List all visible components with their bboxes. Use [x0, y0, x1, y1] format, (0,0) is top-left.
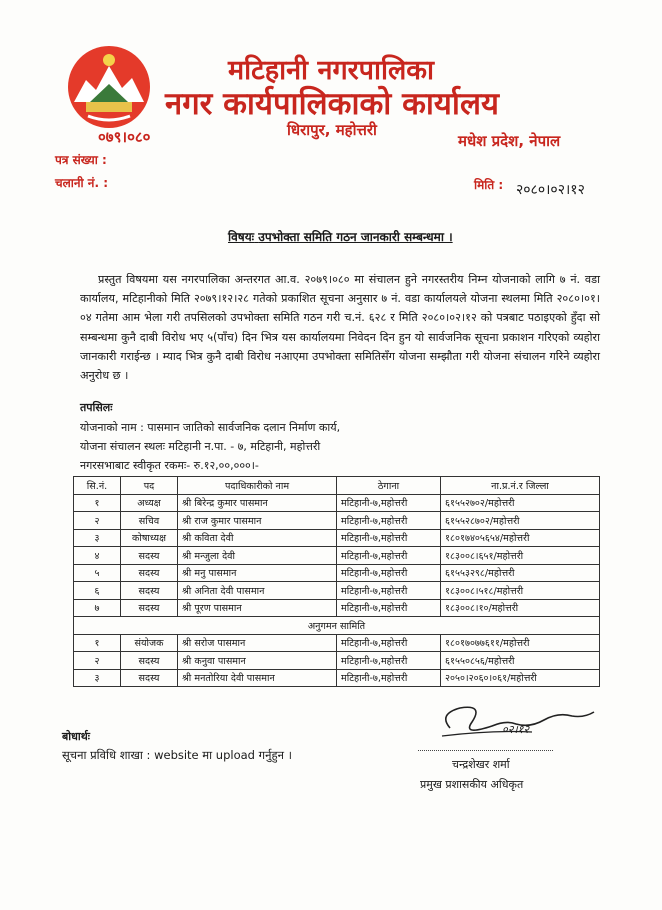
table-header-row: [74, 477, 600, 495]
cell-citizenship: १८३००८।५१८/महोत्तरी: [441, 582, 600, 600]
cell-serial: ६: [74, 582, 121, 600]
info-heading: बोधार्थः: [62, 730, 90, 743]
cell-citizenship: १८०१७४०५६५४/महोत्तरी: [441, 529, 600, 547]
table-row: [74, 634, 600, 652]
dispatch-number-label: चलानी नं. :: [55, 176, 109, 190]
cell-citizenship: १८३००८।६५१/महोत्तरी: [441, 547, 600, 565]
monitoring-committee-title: अनुगमन सामिति: [74, 617, 600, 635]
cell-name: श्री मनतोरिया देवी पासमान: [178, 669, 337, 687]
col-name: पदाधिकारीको नाम: [178, 477, 337, 495]
signature-line: [418, 750, 553, 751]
monitoring-title-row: [74, 617, 600, 635]
cell-address: मटिहानी-७,महोत्तरी: [337, 652, 441, 670]
cell-name: श्री मन्जुला देवी: [178, 547, 337, 565]
letter-number-label: पत्र संख्या :: [55, 153, 107, 167]
subject-text: उपभोक्ता समिति गठन जानकारी सम्बन्धमा ।: [258, 230, 453, 244]
subject-line: [228, 228, 453, 245]
cell-post: सदस्य: [121, 547, 178, 565]
cell-address: मटिहानी-७,महोत्तरी: [337, 529, 441, 547]
details-heading: तपसिलः: [80, 401, 113, 414]
cell-name: श्री अनिता देवी पासमान: [178, 582, 337, 600]
table-row: [74, 564, 600, 582]
col-post: पद: [121, 477, 178, 495]
cell-address: मटिहानी-७,महोत्तरी: [337, 582, 441, 600]
cell-address: मटिहानी-७,महोत्तरी: [337, 494, 441, 512]
cell-name: श्री मनु पासमान: [178, 564, 337, 582]
cell-address: मटिहानी-७,महोत्तरी: [337, 512, 441, 530]
office-location: धिरापुर, महोत्तरी: [287, 121, 377, 139]
cell-citizenship: २०५०।२०६०।०६१/महोत्तरी: [441, 669, 600, 687]
org-name: मटिहानी नगरपालिका: [228, 55, 435, 86]
date-value: २०८०।०२।१२: [516, 182, 585, 198]
cell-address: मटिहानी-७,महोत्तरी: [337, 564, 441, 582]
col-address: ठेगाना: [337, 477, 441, 495]
cell-citizenship: १८३००८।१०/महोत्तरी: [441, 599, 600, 617]
table-row: [74, 599, 600, 617]
signatory-name: चन्द्रशेखर शर्मा: [452, 758, 510, 771]
cell-name: श्री बिरेन्द्र कुमार पासमान: [178, 494, 337, 512]
cell-name: श्री सरोज पासमान: [178, 634, 337, 652]
table-row: [74, 494, 600, 512]
cell-serial: ७: [74, 599, 121, 617]
cell-serial: २: [74, 652, 121, 670]
cell-citizenship: १८०१७०७७६११/महोत्तरी: [441, 634, 600, 652]
table-row: [74, 512, 600, 530]
date-label: मिति :: [474, 178, 504, 192]
cell-address: मटिहानी-७,महोत्तरी: [337, 599, 441, 617]
cell-address: मटिहानी-७,महोत्तरी: [337, 634, 441, 652]
col-citizenship: ना.प्र.नं.र जिल्ला: [441, 477, 600, 495]
committee-table: [73, 476, 600, 687]
nepal-emblem-icon: [66, 44, 152, 130]
table-row: [74, 582, 600, 600]
cell-serial: ४: [74, 547, 121, 565]
cell-post: सदस्य: [121, 669, 178, 687]
signatory-title: प्रमुख प्रशासकीय अधिकृत: [420, 778, 524, 791]
cell-post: संयोजक: [121, 634, 178, 652]
cell-serial: १: [74, 494, 121, 512]
cell-name: श्री कविता देवी: [178, 529, 337, 547]
office-name: नगर कार्यपालिकाको कार्यालय: [165, 86, 499, 122]
cell-serial: ५: [74, 564, 121, 582]
cell-post: अध्यक्ष: [121, 494, 178, 512]
cell-serial: ३: [74, 529, 121, 547]
cell-citizenship: ६१५५२८७०२/महोत्तरी: [441, 512, 600, 530]
cell-serial: २: [74, 512, 121, 530]
info-text: सूचना प्रविधि शाखा : website मा upload गर्नुहुन ।: [62, 748, 292, 762]
table-row: [74, 669, 600, 687]
col-serial: सि.नं.: [74, 477, 121, 495]
cell-post: कोषाध्यक्ष: [121, 529, 178, 547]
table-row: [74, 652, 600, 670]
cell-name: श्री कनुवा पासमान: [178, 652, 337, 670]
cell-address: मटिहानी-७,महोत्तरी: [337, 547, 441, 565]
body-paragraph: प्रस्तुत विषयमा यस नगरपालिका अन्तरगत आ.व. २०७९।०८० मा संचालन हुने नगरस्तरीय निम्न योजनाको लागि ७ नं. वडा कार्यालय, मटिहानीको मिति २०७९।१२।२८ गतेको प्रकाशित सूचना अनुसार ७ नं. वडा कार्यालयले योजना स्थलमा मिति २०८०।०१।०४ गतेमा आम भेला गरी तपसिलको उपभोक्ता समिति गठन गरी च.नं. ६२८ र मिति २०८०।०२।१२ को पत्रबाट पठाइएको हुँदा सो सम्बन्धमा कुनै दाबी विरोध भए ५(पाँच) दिन भित्र यस कार्यालयमा निवेदन दिन हुन यो सार्वजनिक सूचना प्रकाशन गरिएको व्यहोरा जानकारी गराईन्छ । म्याद भित्र कुनै दाबी विरोध नआएमा उपभोक्ता समितिसँग योजना सम्झौता गरी योजना संचालन गरिने व्यहोरा अनुरोध छ ।: [80, 273, 600, 383]
cell-post: सदस्य: [121, 652, 178, 670]
office-province: मधेश प्रदेश, नेपाल: [458, 132, 561, 150]
cell-post: सदस्य: [121, 582, 178, 600]
approved-amount: नगरसभाबाट स्वीकृत रकमः- रु.१२,००,०००।-: [80, 459, 259, 472]
cell-serial: ३: [74, 669, 121, 687]
cell-name: श्री पूरण पासमान: [178, 599, 337, 617]
cell-citizenship: ६१५५३२९८/महोत्तरी: [441, 564, 600, 582]
cell-name: श्री राज कुमार पासमान: [178, 512, 337, 530]
table-row: [74, 547, 600, 565]
fiscal-year: ०७९।०८०: [98, 128, 151, 146]
cell-citizenship: ६१५५०८५६/महोत्तरी: [441, 652, 600, 670]
cell-post: सदस्य: [121, 599, 178, 617]
cell-citizenship: ६१५५२७०२/महोत्तरी: [441, 494, 600, 512]
cell-address: मटिहानी-७,महोत्तरी: [337, 669, 441, 687]
project-site: योजना संचालन स्थलः मटिहानी न.पा. - ७, मटिहानी, महोत्तरी: [80, 440, 321, 453]
subject-label: विषयः: [228, 230, 255, 244]
project-name: योजनाको नाम : पासमान जातिको सार्वजनिक दलान निर्माण कार्य,: [80, 421, 341, 434]
table-row: [74, 529, 600, 547]
cell-post: सदस्य: [121, 564, 178, 582]
cell-serial: १: [74, 634, 121, 652]
cell-post: सचिव: [121, 512, 178, 530]
signature-date: ०२।१२: [502, 723, 530, 736]
